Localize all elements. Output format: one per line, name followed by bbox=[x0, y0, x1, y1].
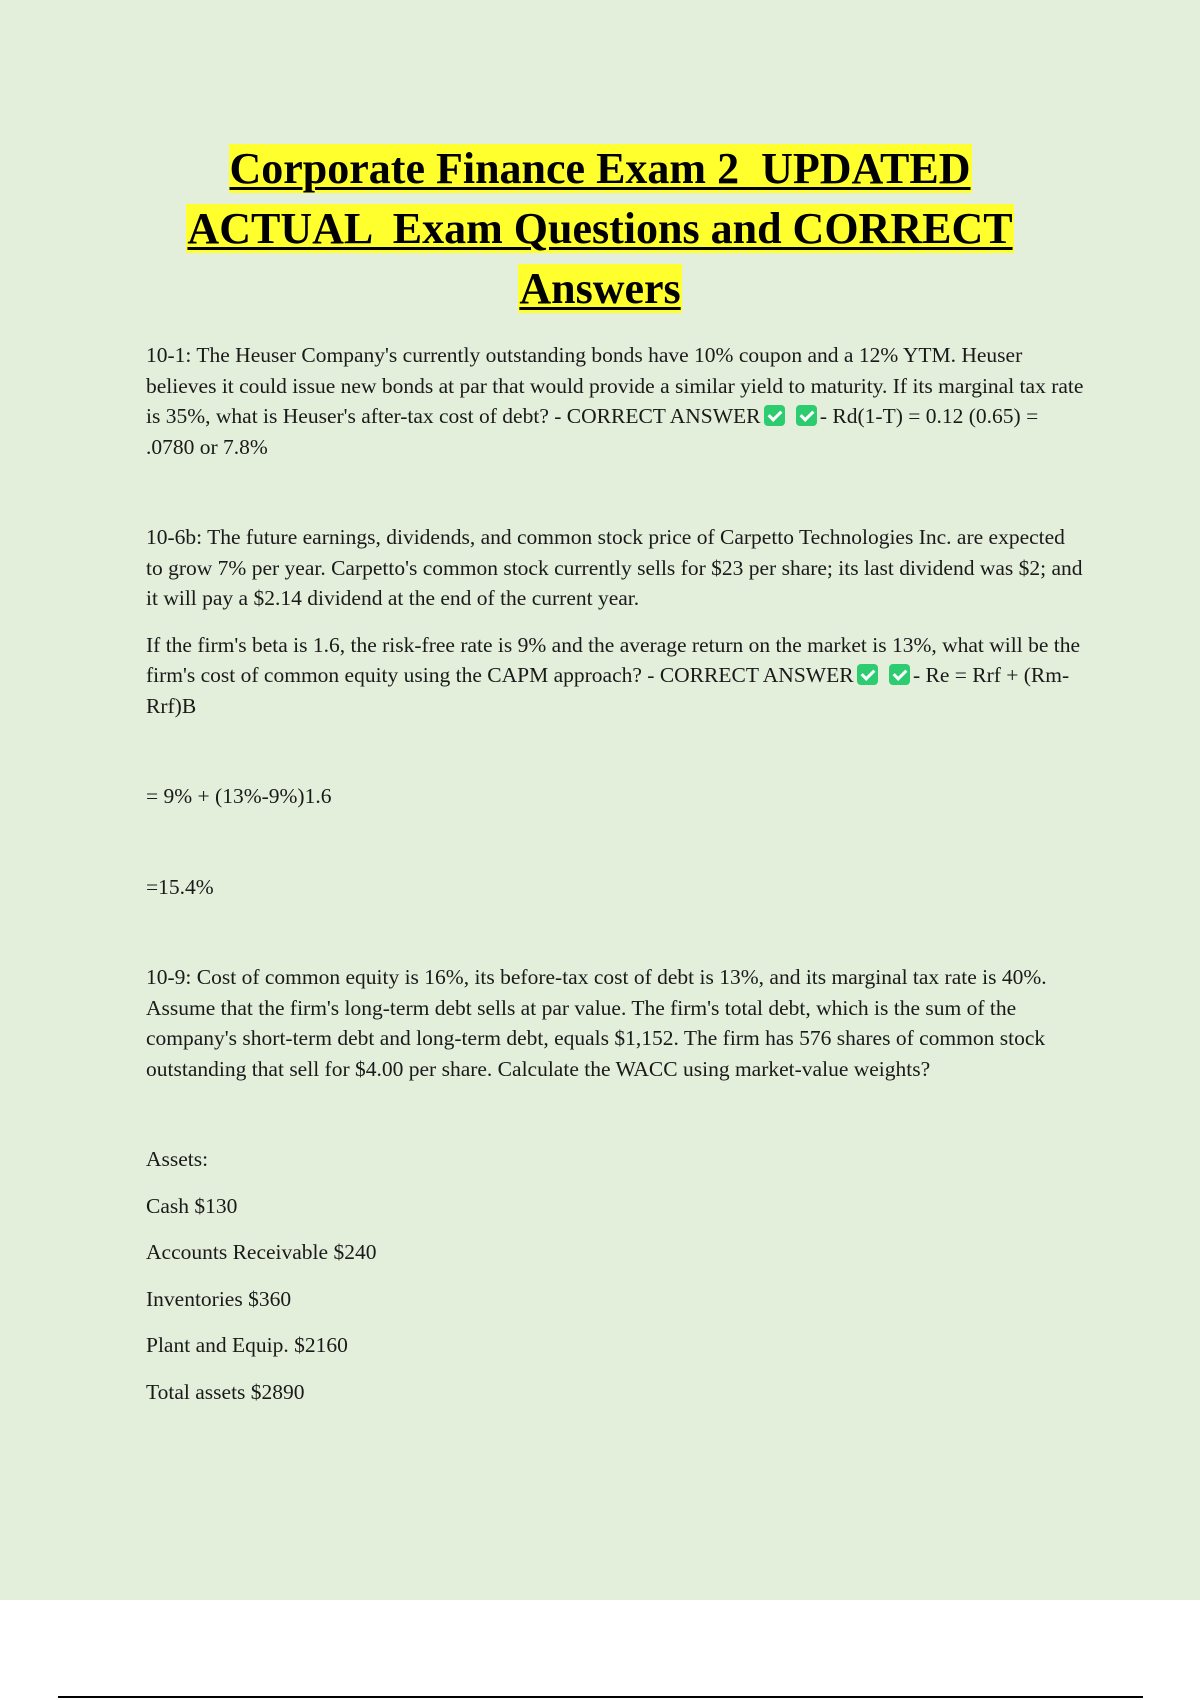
answer-step-2: =15.4% bbox=[146, 874, 214, 899]
asset-line: Inventories $360 bbox=[146, 1286, 292, 1311]
check-mark-icon bbox=[889, 664, 910, 685]
asset-line: Accounts Receivable $240 bbox=[146, 1240, 377, 1264]
spacer bbox=[146, 614, 1086, 630]
title-line-1 bbox=[0, 145, 1200, 205]
answer-step-1: = 9% + (13%-9%)1.6 bbox=[146, 784, 332, 808]
asset-line: Plant and Equip. $2160 bbox=[146, 1333, 348, 1357]
spacer bbox=[146, 902, 1086, 962]
check-mark-icon bbox=[764, 405, 785, 426]
title-text-1: Corporate Finance Exam 2 UPDATED bbox=[229, 144, 971, 193]
title-line-3 bbox=[0, 265, 1200, 325]
title-text-3: Answers bbox=[519, 264, 681, 313]
question-10-1-answer: - Rd(1-T) = 0.12 (0.65) = .0780 or 7.8% bbox=[146, 404, 1039, 459]
spacer bbox=[146, 812, 1086, 872]
asset-line: Total assets $2890 bbox=[146, 1379, 305, 1404]
check-mark-icon bbox=[857, 664, 878, 685]
question-10-1-text: 10-1: The Heuser Company's currently outstanding bonds have 10% coupon and a 12% YTM. Heuser believes it could issue new bonds at par that would provide a similar yield to maturity. If its marginal tax rate is 35%, what is Heuser's after-tax cost of debt? - CORRECT ANSWER bbox=[146, 343, 1084, 428]
spacer bbox=[146, 721, 1086, 781]
question-10-6b bbox=[146, 630, 1086, 722]
footer-divider bbox=[58, 1696, 1143, 1698]
assets-heading: Assets: bbox=[146, 1147, 209, 1171]
question-10-9-text: 10-9: Cost of common equity is 16%, its before-tax cost of debt is 13%, and its marginal tax rate is 40%. Assume that the firm's long-term debt sells at par value. The firm's total debt, which is the sum of the company's short-term debt and long-term debt, equals $1,152. The firm has 576 shares of common stock outstanding that sell for $4.00 per share. Calculate the WACC using market-value weights? bbox=[146, 965, 1047, 1081]
spacer bbox=[146, 462, 1086, 522]
title-text-2: ACTUAL Exam Questions and CORRECT bbox=[187, 204, 1013, 253]
question-10-6b-text: If the firm's beta is 1.6, the risk-free rate is 9% and the average return on the market is 13%, what will be the firm's cost of common equity using the CAPM approach? - CORRECT ANSWER bbox=[146, 632, 1081, 687]
asset-line: Cash $130 bbox=[146, 1193, 238, 1218]
question-10-6b-answer: - Re = Rrf + (Rm-Rrf)B bbox=[146, 663, 1070, 718]
check-mark-icon bbox=[796, 405, 817, 426]
spacer bbox=[146, 1084, 1086, 1144]
question-10-6b-intro: 10-6b: The future earnings, dividends, and common stock price of Carpetto Technologies Inc. are expected to grow 7% per year. Carpetto's common stock currently sells for $23 per share; its last dividend was $2; and it will pay a $2.14 dividend at the end of the current year. bbox=[146, 525, 1083, 610]
question-10-1 bbox=[146, 340, 1086, 462]
title-line-2 bbox=[0, 205, 1200, 265]
document-body bbox=[146, 340, 1086, 1423]
document-title bbox=[0, 145, 1200, 325]
